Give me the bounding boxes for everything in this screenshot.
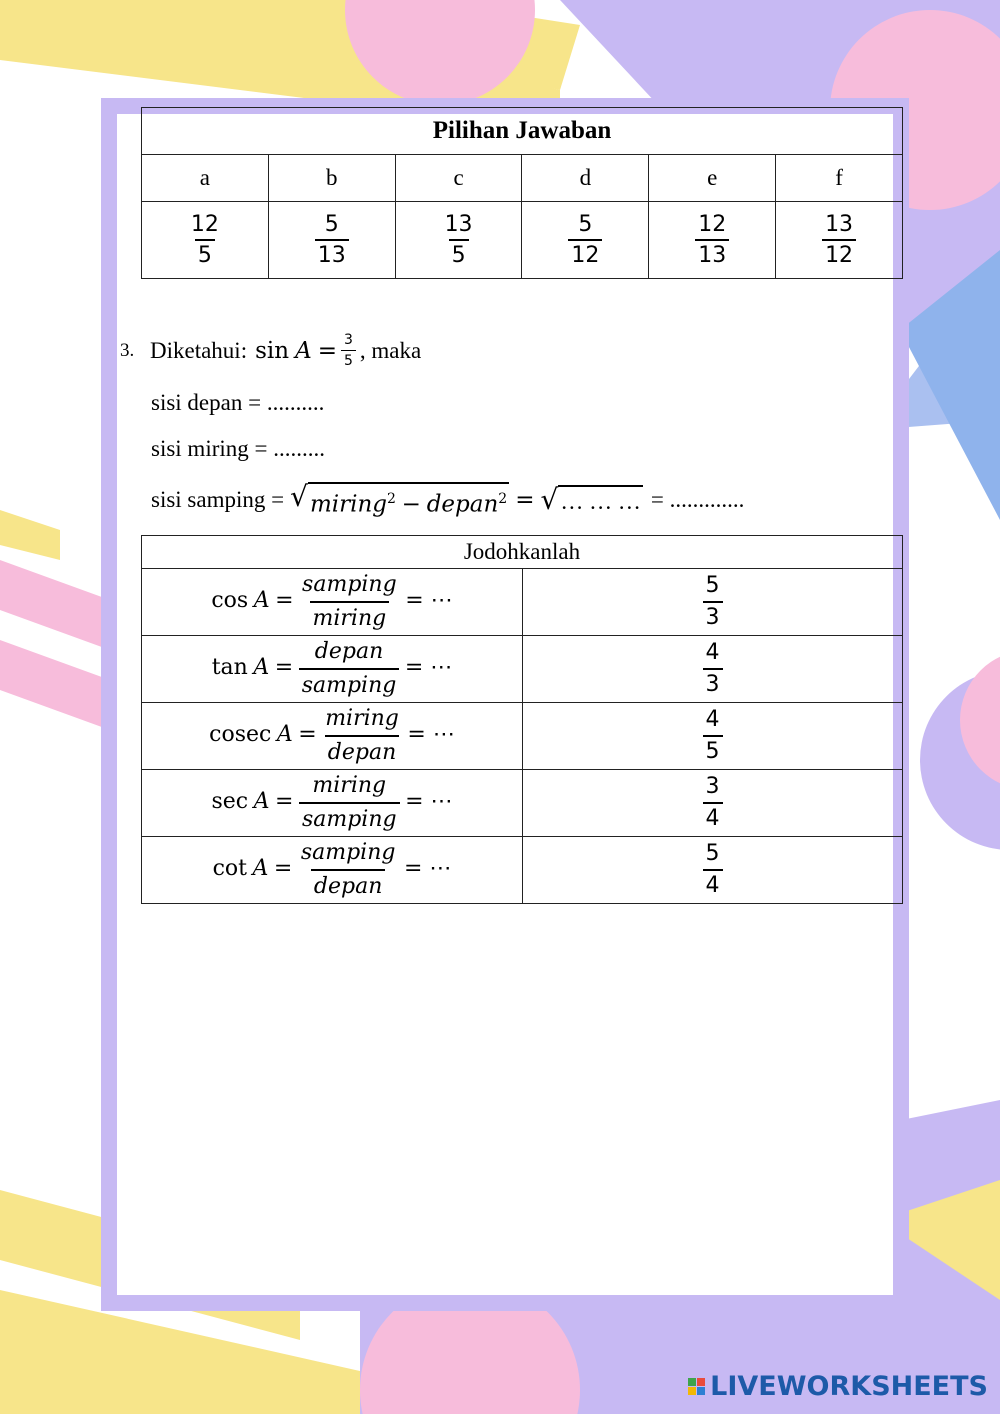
radicand-depan: depan <box>426 491 499 518</box>
radical-sign: √ <box>290 480 308 513</box>
matching-row <box>142 569 903 636</box>
angle-variable: A <box>276 722 293 748</box>
matching-row <box>142 837 903 904</box>
fraction-numerator: 3 <box>343 332 353 348</box>
fraction-numerator: 12 <box>698 212 727 237</box>
question-3-header <box>120 332 421 369</box>
fraction-numerator: 3 <box>705 774 720 799</box>
sin-value-fraction <box>341 332 356 369</box>
fraction-numerator: depan <box>314 639 384 664</box>
fraction-denominator: depan <box>325 735 399 767</box>
fraction-numerator: 4 <box>705 707 720 732</box>
fraction-numerator: 5 <box>324 212 339 237</box>
trig-function: sec <box>211 789 249 815</box>
sin-function: sin <box>255 337 290 364</box>
answer-label: a <box>142 155 269 202</box>
equals-sign: = <box>317 337 337 364</box>
logo-text: LIVEWORKSHEETS <box>710 1371 988 1402</box>
answer-value <box>395 202 522 279</box>
exponent: 2 <box>498 491 508 507</box>
fraction-denominator: 3 <box>703 601 723 631</box>
match-answer[interactable] <box>523 569 903 636</box>
matching-row <box>142 770 903 837</box>
blank-dots: … … … <box>558 485 643 516</box>
trig-expression <box>142 837 523 904</box>
fraction-numerator: samping <box>302 572 397 597</box>
fraction-numerator: miring <box>325 706 399 731</box>
answer-value <box>776 202 903 279</box>
trig-function: tan <box>211 655 248 681</box>
match-answer[interactable] <box>523 770 903 837</box>
answer-label: f <box>776 155 903 202</box>
fraction-numerator: 12 <box>190 212 219 237</box>
fraction-numerator: samping <box>300 840 396 865</box>
answer-label: c <box>395 155 522 202</box>
trig-function: cosec <box>209 722 272 748</box>
match-answer[interactable] <box>523 837 903 904</box>
answer-labels-row <box>142 155 903 202</box>
fraction-numerator: 5 <box>705 841 720 866</box>
answer-blank: = ............. <box>650 487 745 513</box>
fraction-denominator: miring <box>310 601 390 633</box>
fraction-numerator: 5 <box>578 212 593 237</box>
match-answer[interactable] <box>523 703 903 770</box>
answer-choices-table <box>141 107 903 279</box>
angle-variable: A <box>295 337 312 364</box>
answer-label: e <box>649 155 776 202</box>
angle-variable: A <box>252 856 269 882</box>
answer-value <box>649 202 776 279</box>
sisi-depan-line: sisi depan = .......... <box>151 390 325 415</box>
angle-variable: A <box>253 588 270 614</box>
radicand <box>308 482 509 519</box>
logo-icon <box>688 1378 705 1395</box>
maka-text: , maka <box>359 337 422 363</box>
fraction-numerator: miring <box>312 773 387 798</box>
fraction-denominator: 12 <box>568 239 602 268</box>
question-number: 3. <box>120 339 135 361</box>
trig-expression <box>142 703 523 770</box>
fraction-numerator: 4 <box>705 640 720 665</box>
answer-label: b <box>268 155 395 202</box>
equals-sign: = <box>275 789 294 815</box>
equals-sign: = <box>275 588 294 614</box>
fraction-denominator: 3 <box>703 668 723 698</box>
equals-sign: = <box>274 655 294 681</box>
fraction-denominator: 12 <box>822 239 856 268</box>
trig-expression <box>142 636 523 703</box>
sqrt-expression <box>290 482 509 519</box>
fraction-denominator: 4 <box>703 802 723 832</box>
matching-row <box>142 636 903 703</box>
trig-expression <box>142 770 523 837</box>
equals-sign: = <box>515 487 535 514</box>
fraction-denominator: samping <box>299 668 400 700</box>
matching-title: Jodohkanlah <box>142 536 903 569</box>
radicand-miring: miring <box>309 491 387 518</box>
answer-table-header: Pilihan Jawaban <box>142 108 903 155</box>
fraction-denominator: 13 <box>315 239 349 268</box>
equals-ellipsis: = ⋯ <box>405 789 453 815</box>
sqrt-blank <box>540 482 643 516</box>
trig-function: cos <box>211 588 249 614</box>
answer-value <box>268 202 395 279</box>
samping-label: sisi samping = <box>151 487 285 513</box>
exponent: 2 <box>387 491 396 507</box>
given-label: Diketahui: <box>150 337 248 363</box>
matching-table <box>141 535 903 904</box>
matching-row <box>142 703 903 770</box>
angle-variable: A <box>253 789 270 815</box>
trig-function: cot <box>212 856 247 882</box>
fraction-denominator: 13 <box>695 239 729 268</box>
answer-values-row <box>142 202 903 279</box>
fraction-denominator: 4 <box>703 869 723 899</box>
answer-value <box>142 202 269 279</box>
equals-ellipsis: = ⋯ <box>407 722 455 748</box>
equals-sign: = <box>298 722 317 748</box>
radical-sign: √ <box>540 482 559 516</box>
answer-label: d <box>522 155 649 202</box>
equals-ellipsis: = ⋯ <box>405 588 453 614</box>
fraction-denominator: 5 <box>449 239 469 268</box>
fraction-numerator: 5 <box>705 573 720 598</box>
fraction-denominator: depan <box>311 869 385 901</box>
fraction-denominator: 5 <box>195 239 215 268</box>
fraction-numerator: 13 <box>825 212 854 237</box>
equals-ellipsis: = ⋯ <box>403 856 452 882</box>
minus-sign: − <box>401 491 421 518</box>
match-answer[interactable] <box>523 636 903 703</box>
angle-variable: A <box>253 655 270 681</box>
equals-ellipsis: = ⋯ <box>404 655 453 681</box>
fraction-denominator: samping <box>299 802 400 834</box>
fraction-denominator: 5 <box>703 735 723 765</box>
fraction-numerator: 13 <box>444 212 473 237</box>
fraction-denominator: 5 <box>341 350 356 369</box>
liveworksheets-logo[interactable] <box>688 1371 988 1402</box>
equals-sign: = <box>273 856 293 882</box>
sisi-miring-line: sisi miring = ......... <box>151 436 325 461</box>
answer-value <box>522 202 649 279</box>
sisi-samping-line <box>151 482 744 519</box>
trig-expression <box>142 569 523 636</box>
